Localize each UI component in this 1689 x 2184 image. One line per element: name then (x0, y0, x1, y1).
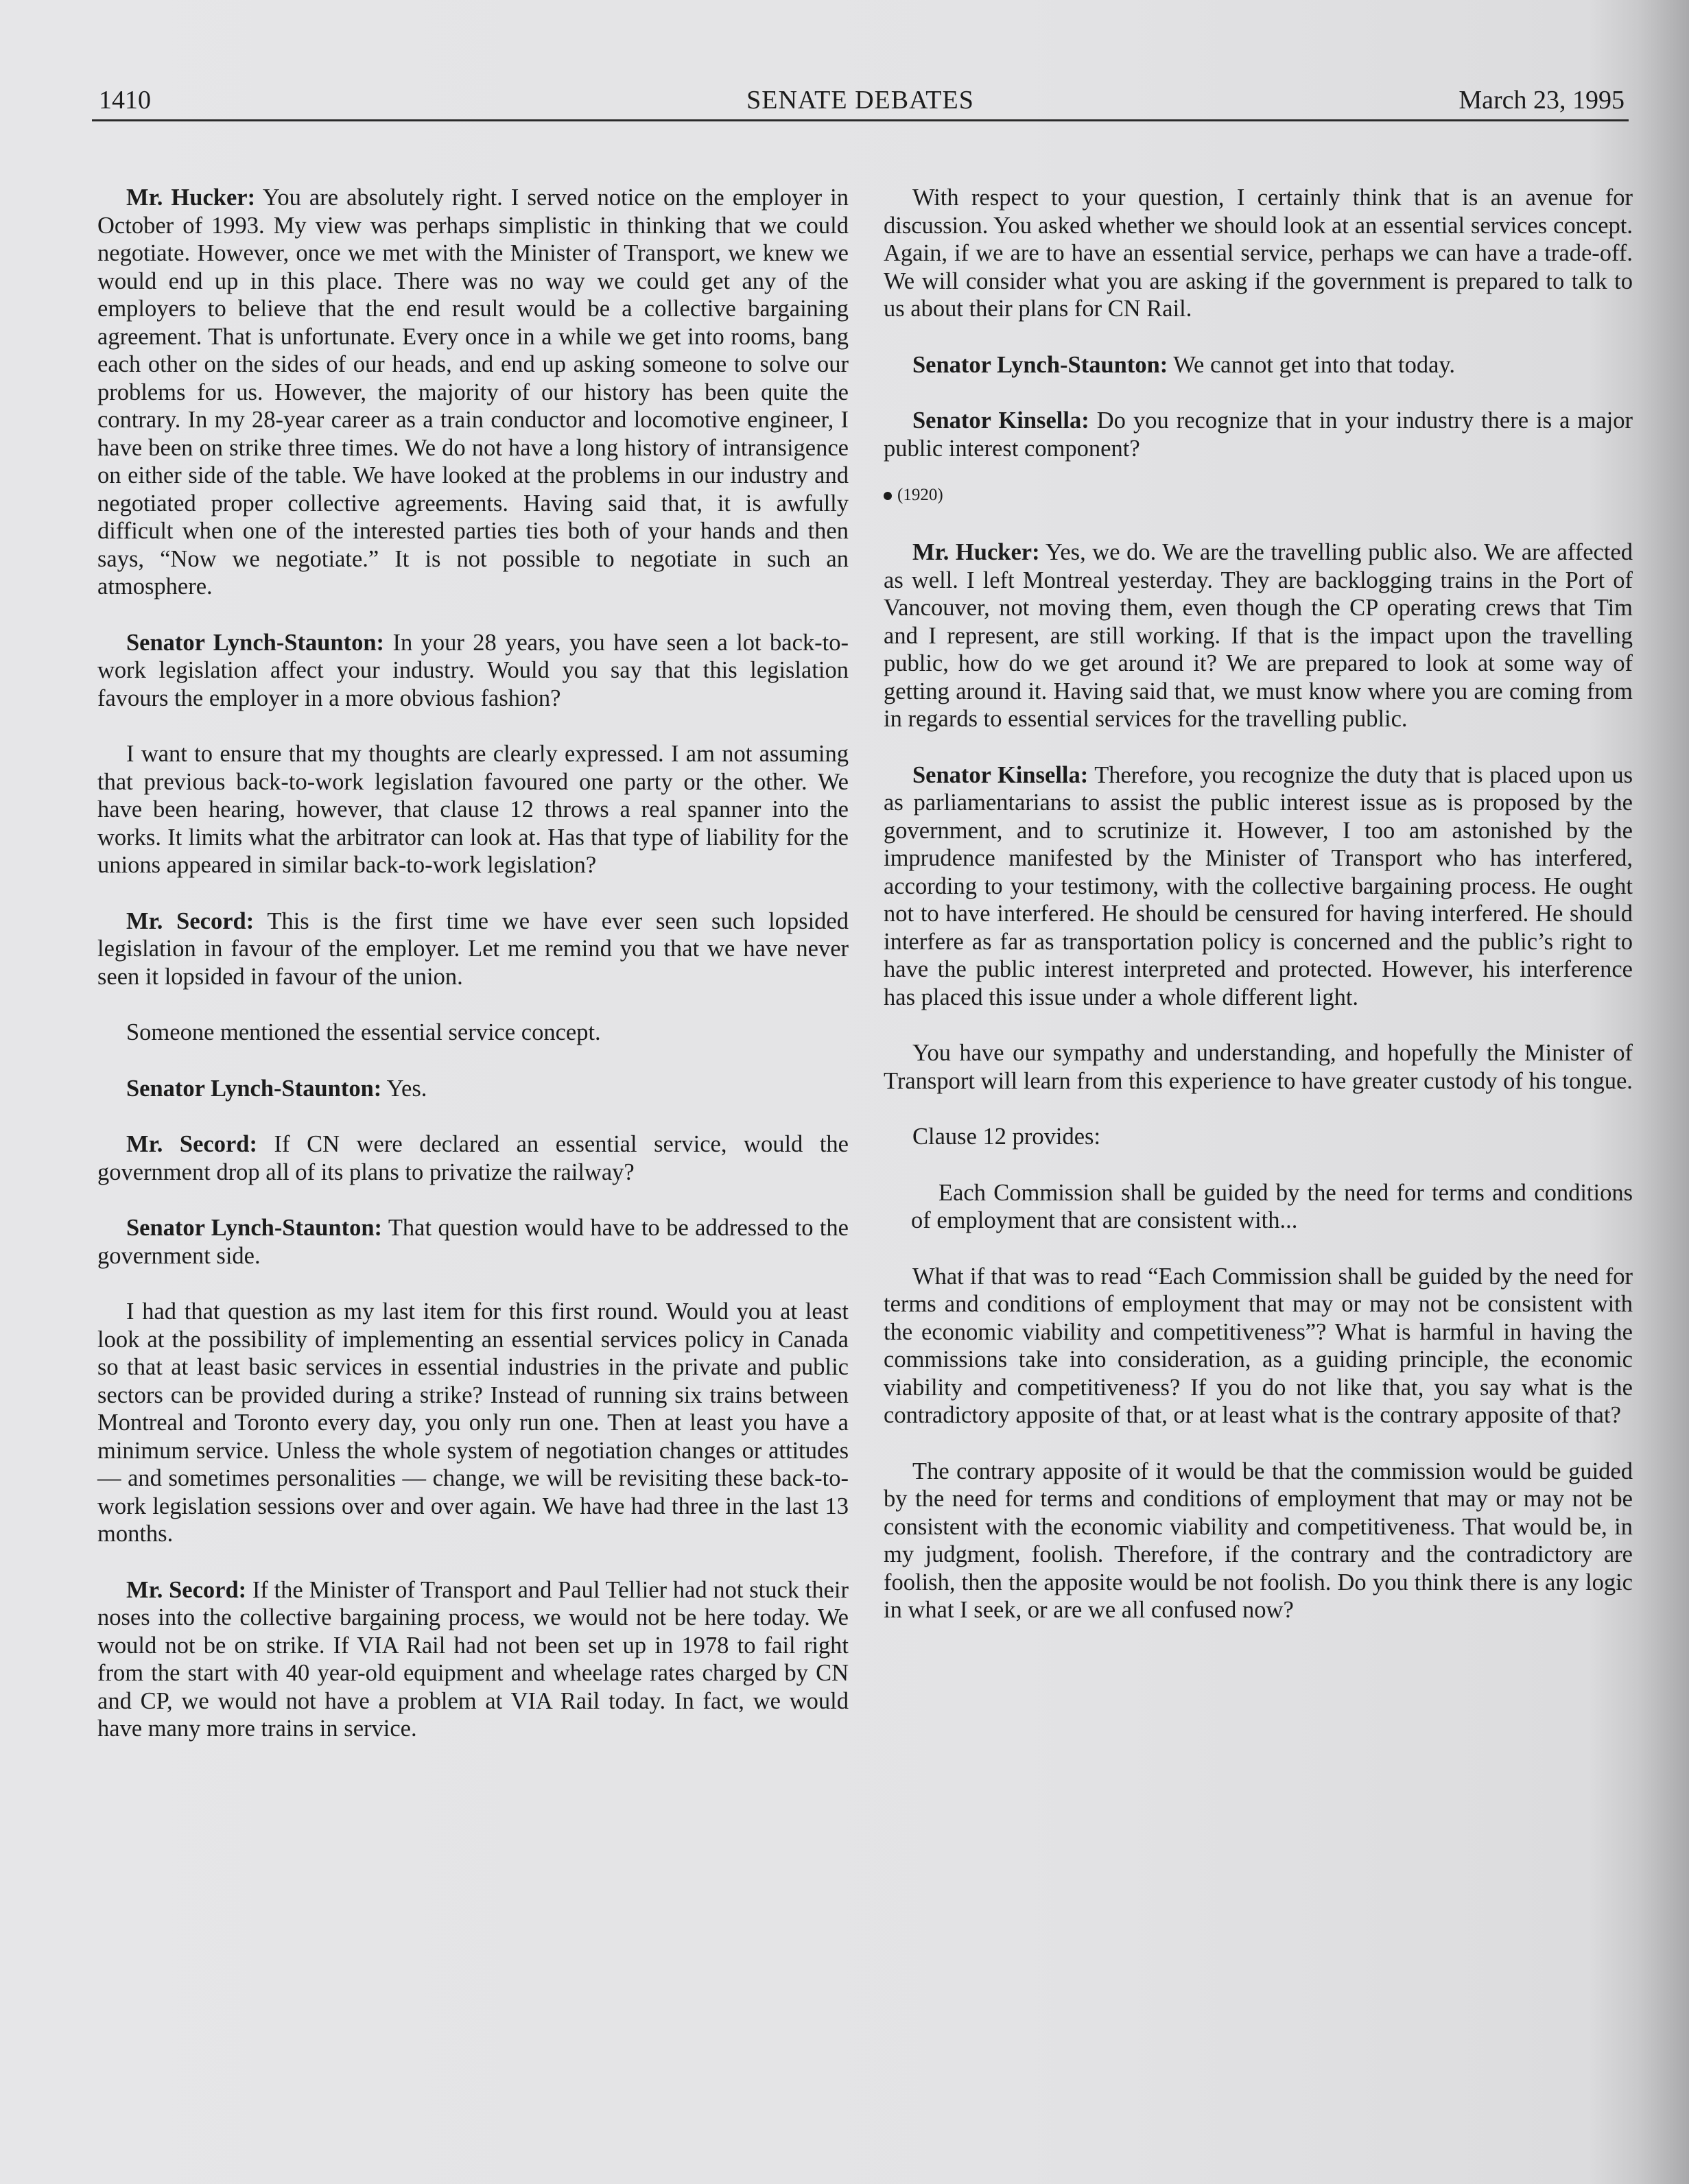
paragraph-text: You are absolutely right. I served notice on the employer in October of 1993. My view was perhaps simplistic in thinking that we could negotiate. However, once we met with the Minister of Transport, we knew we would end up in this place. There was no way we could get any of the employers to believe that the end result would be a collective bargaining agreement. That is unfortunate. Every once in a while we get into rooms, bang each other on the sides of our heads, and end up asking someone to solve our problems for us. However, the majority of our history has been quite the contrary. In my 28-year career as a train conductor and locomotive engineer, I have been on strike three times. We do not have a long history of intransigence on either side of the table. We have looked at the problems in our industry and negotiated proper collective agreements. Having said that, it is awfully difficult when one of the interested parties ties both of your hands and then says, “Now we negotiate.” It is not possible to negotiate in such an atmosphere. (97, 185, 849, 600)
paragraph-text: Clause 12 provides: (912, 1124, 1101, 1150)
paragraph-text: Yes. (381, 1075, 427, 1102)
speaker-name: Senator Kinsella: (912, 761, 1089, 788)
paragraph (884, 1039, 1633, 1095)
paragraph-text: You have our sympathy and understanding, and hopefully the Minister of Transport will learn from this experience to have greater custody of his tongue. (884, 1040, 1633, 1094)
speaker-name: Mr. Secord: (126, 1576, 247, 1603)
publication-title: SENATE DEBATES (746, 86, 974, 115)
paragraph-text: What if that was to read “Each Commission shall be guided by the need for terms and conditions of employment that may or may not be consistent with the economic viability and competitiveness”? What is harmful in having the commissions take into consideration, as a guiding principle, the economic viability and competitiveness? If you do not like that, you say what is the contradictory apposite of that, or at least what is the contrary apposite of that? (884, 1263, 1633, 1428)
right-column (884, 184, 1633, 1652)
paragraph-text: If CN were declared an essential service, would the government drop all of its plans to privatize the railway? (97, 1131, 849, 1185)
speaker-name: Senator Kinsella: (912, 407, 1089, 434)
publication-date: March 23, 1995 (1458, 86, 1625, 115)
speaker-name: Mr. Hucker: (126, 185, 256, 211)
paragraph-text: We cannot get into that today. (1168, 351, 1456, 378)
paragraph-text: I want to ensure that my thoughts are clearly expressed. I am not assuming that previous back-to-work legislation favoured one party or the other. We have been hearing, however, that clause 12 throws a real spanner into the works. It limits what the arbitrator can look at. Has that type of liability for the unions appeared in similar back-to-work legislation? (97, 741, 849, 878)
paragraph (884, 761, 1633, 1012)
paragraph (97, 1075, 849, 1103)
speaker-name: Mr. Secord: (126, 1131, 257, 1157)
block-quote: Each Commission shall be guided by the need for terms and conditions of employment that are consistent with... (911, 1179, 1633, 1233)
paragraph-text: I had that question as my last item for this first round. Would you at least look at the possibility of implementing an essential services policy in Canada so that at least basic services in essential industries in the private and public sectors can be provided during a strike? Instead of running six trains between Montreal and Toronto every day, you only run one. Then at least you have a minimum service. Unless the whole system of negotiation changes or attitudes — and sometimes personalities — change, we will be revisiting these back-to-work legislation sessions over and over again. We have had three in the last 13 months. (97, 1298, 849, 1547)
paragraph-text: The contrary apposite of it would be that the commission would be guided by the need for terms and conditions of employment that may or may not be consistent with the economic viability and competitiveness. That would be, in my judgment, foolish. Therefore, if the contrary and the contradictory are foolish, then the apposite would be not foolish. Do you think there is any logic in what I seek, or are we all confused now? (884, 1458, 1633, 1623)
speaker-name: Mr. Hucker: (912, 539, 1040, 565)
left-column (97, 184, 849, 1771)
paragraph (97, 184, 849, 601)
paragraph (97, 629, 849, 713)
speaker-name: Senator Lynch-Staunton: (126, 1215, 383, 1241)
time-marker (884, 485, 1633, 506)
paragraph (884, 407, 1633, 462)
paragraph-text: That question would have to be addressed to the government side. (97, 1215, 849, 1269)
speaker-name: Mr. Secord: (126, 907, 255, 934)
speaker-name: Senator Lynch-Staunton: (126, 1075, 382, 1102)
paragraph (884, 351, 1633, 379)
paragraph (884, 538, 1633, 733)
bullet-icon (884, 492, 892, 500)
speaker-name: Senator Lynch-Staunton: (126, 629, 385, 656)
paragraph (97, 1214, 849, 1270)
paragraph-text: If the Minister of Transport and Paul Tellier had not stuck their noses into the collective bargaining process, we would not be here today. We would not be on strike. If VIA Rail had not been set up in 1978 to fail right from the start with 40 year-old equipment and wheelage rates charged by CN and CP, we would not have a problem at VIA Rail today. In fact, we would have many more trains in service. (97, 1576, 849, 1742)
paragraph (884, 1263, 1633, 1429)
paragraph (97, 907, 849, 991)
page-number: 1410 (99, 86, 151, 115)
paragraph (884, 1458, 1633, 1624)
paragraph (97, 1019, 849, 1047)
page-header (92, 84, 1629, 121)
paragraph (97, 1576, 849, 1743)
paragraph (97, 1298, 849, 1548)
paragraph (884, 184, 1633, 323)
paragraph-text: Therefore, you recognize the duty that is placed upon us as parliamentarians to assist the public interest issue as is proposed by the government, and to scrutinize it. However, I too am astonished by the imprudence manifested by the Minister of Transport who has interfered, according to your testimony, with the collective bargaining process. He ought not to have interfered. He should be censured for having interfered. He should interfere as far as transportation policy is concerned and the public’s right to have the public interest interpreted and protected. However, his interference has placed this issue under a whole different light. (884, 761, 1633, 1010)
paragraph (884, 1123, 1633, 1151)
time-marker-text: (1920) (897, 486, 943, 504)
paragraph-text: With respect to your question, I certainly think that is an avenue for discussion. You asked whether we should look at an essential services concept. Again, if we are to have an essential service, perhaps we can have a trade-off. We will consider what you are asking if the government is prepared to talk to us about their plans for CN Rail. (884, 185, 1633, 322)
paragraph-text: Yes, we do. We are the travelling public also. We are affected as well. I left Montreal yesterday. They are backlogging trains in the Port of Vancouver, not moving them, even though the CP operating crews that Tim and I represent, are still working. If that is the impact upon the travelling public, how do we get around it? We are prepared to look at some way of getting around it. Having said that, we must know where you are coming from in regards to essential services for the travelling public. (884, 539, 1633, 732)
paragraph-text: This is the first time we have ever seen such lopsided legislation in favour of the employer. Let me remind you that we have never seen it lopsided in favour of the union. (97, 907, 849, 990)
paragraph-text: In your 28 years, you have seen a lot back-to-work legislation affect your industry. Would you say that this legislation favours the employer in a more obvious fashion? (97, 629, 849, 711)
paragraph (97, 1130, 849, 1186)
paragraph-text: Do you recognize that in your industry there is a major public interest component? (884, 407, 1633, 462)
speaker-name: Senator Lynch-Staunton: (912, 351, 1168, 378)
paragraph (97, 740, 849, 879)
paragraph-text: Someone mentioned the essential service concept. (126, 1019, 601, 1045)
